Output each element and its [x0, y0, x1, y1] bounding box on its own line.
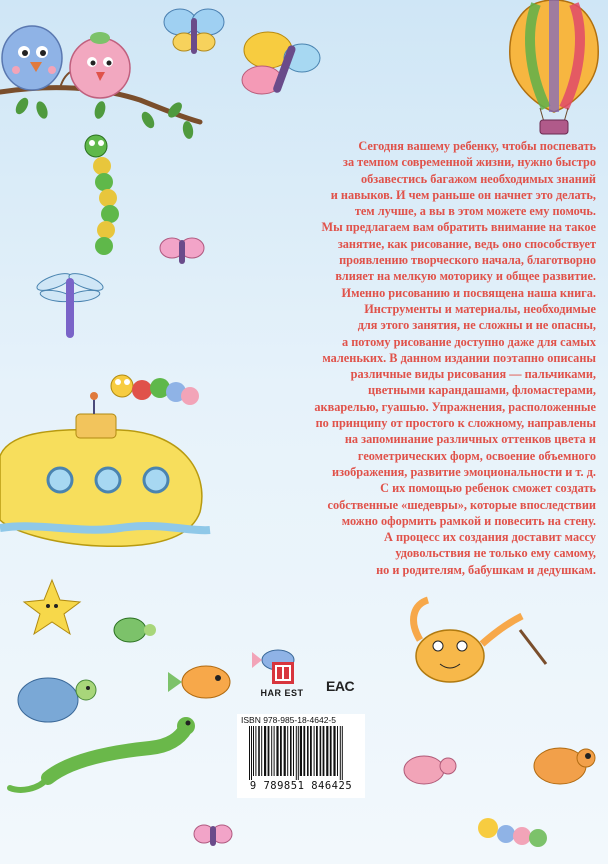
cover-text-line: на запоминание различных оттенков цвета и — [344, 432, 596, 447]
caterpillar-icon — [85, 135, 119, 255]
chameleon-icon — [534, 748, 595, 784]
butterfly-icon — [164, 9, 224, 54]
cover-text-line: удовольствия не только ему самому, — [395, 546, 596, 561]
barcode-panel — [237, 714, 365, 798]
barcode-bar — [300, 726, 302, 776]
barcode-bar — [293, 726, 294, 776]
fish-icon — [168, 666, 230, 698]
barcode-bar — [320, 726, 322, 776]
publisher-logo-icon — [258, 660, 308, 688]
bird-icon — [2, 26, 62, 90]
cover-text-line: но и родителям, бабушкам и дедушкам. — [376, 562, 596, 577]
barcode-bar — [258, 726, 260, 776]
cover-text-line: и навыков. И чем раньше он начнет это делать, — [330, 187, 596, 202]
cover-text-line: можно оформить рамкой и повесить на стену. — [341, 513, 596, 528]
chameleon-icon — [404, 756, 456, 784]
cover-text-line: Именно рисованию и посвящена наша книга. — [341, 285, 596, 300]
bird-icon — [70, 32, 130, 98]
barcode-bar — [310, 726, 312, 776]
cover-text-line: а потому рисование доступно даже для самых — [341, 334, 596, 349]
cover-text-line: геометрических форм, освоение объемного — [357, 448, 596, 463]
turtle-icon — [114, 618, 156, 642]
barcode-number: 9 789851 846425 — [249, 780, 353, 792]
barcode-bar — [261, 726, 262, 776]
barcode-bar — [276, 726, 278, 776]
barcode-bar — [307, 726, 309, 776]
barcode-bar — [296, 726, 297, 780]
barcode-bar — [251, 726, 252, 780]
cover-description-text — [246, 138, 596, 578]
barcode-bar — [287, 726, 288, 776]
cover-text-line: для этого занятия, не сложны и не опасны, — [357, 318, 596, 333]
eac-mark: EAC — [326, 678, 355, 694]
barcode-bar — [271, 726, 272, 776]
cover-text-line: С их помощью ребенок сможет создать — [380, 481, 596, 496]
barcode-bar — [274, 726, 275, 776]
caterpillar-icon — [111, 375, 199, 405]
cover-text-line: проявлению творческого начала, благотворно — [339, 253, 596, 268]
cover-text-line: цветными карандашами, фломастерами, — [367, 383, 596, 398]
butterfly-icon — [194, 825, 232, 846]
barcode-bar — [264, 726, 266, 776]
barcode-bar — [249, 726, 250, 780]
barcode-bar — [342, 726, 343, 780]
butterfly-icon — [160, 238, 204, 264]
cover-text-line: изображения, развитие эмоциональности и т. д. — [332, 464, 596, 479]
barcode-bar — [255, 726, 256, 776]
starfish-icon — [24, 580, 80, 634]
publisher-name: HAR EST — [260, 688, 304, 698]
cover-text-line: Мы предлагаем вам обратить внимание на такое — [321, 220, 596, 235]
barcode-bar — [340, 726, 341, 780]
barcode-icon — [247, 726, 355, 780]
barcode-bar — [330, 726, 332, 776]
dragonfly-icon — [35, 270, 105, 338]
cover-text-line: занятие, как рисование, ведь оно способствует — [337, 236, 596, 251]
cover-text-line: собственные «шедевры», которые впоследствии — [327, 497, 596, 512]
cover-text-line: по принципу от простого к сложному, направлены — [315, 416, 596, 431]
barcode-bar — [253, 726, 254, 776]
barcode-bar — [268, 726, 270, 776]
turtle-icon — [18, 678, 96, 722]
cover-text-line: за темпом современной жизни, нужно быстро — [343, 155, 596, 170]
cover-text-line: маленьких. В данном издании поэтапно описаны — [322, 350, 596, 365]
butterfly-icon — [242, 32, 320, 94]
caterpillar-icon — [478, 818, 547, 847]
cover-text-line: Инструменты и материалы, необходимые — [364, 301, 596, 316]
cover-text-line: обзавестись багажом необходимых знаний — [360, 171, 596, 186]
submarine-icon — [0, 392, 210, 546]
cover-text-line: Сегодня вашему ребенку, чтобы поспевать — [358, 139, 596, 153]
barcode-bar — [323, 726, 325, 776]
hot-air-balloon-icon — [510, 0, 598, 134]
cover-text-line: тем лучше, а вы в этом можете ему помочь. — [354, 204, 596, 219]
cover-text-line: различные виды рисования — пальчиками, — [350, 367, 596, 382]
barcode-bar — [333, 726, 335, 776]
crab-icon — [414, 600, 546, 682]
barcode-bar — [337, 726, 338, 776]
barcode-bar — [303, 726, 305, 776]
isbn-text: ISBN 978-985-18-4642-5 — [241, 715, 336, 725]
barcode-bar — [314, 726, 315, 776]
barcode-bar — [326, 726, 328, 776]
lizard-icon — [10, 717, 195, 790]
barcode-bar — [290, 726, 292, 776]
barcode-bar — [298, 726, 299, 780]
cover-text-line: А процесс их создания доставит массу — [384, 530, 596, 545]
barcode-bar — [316, 726, 318, 776]
barcode-bar — [280, 726, 282, 776]
cover-text-line: влияет на мелкую моторику и общее развитие. — [335, 269, 596, 284]
barcode-bar — [284, 726, 286, 776]
cover-text-line: акварелью, гуашью. Упражнения, расположенные — [314, 399, 596, 414]
